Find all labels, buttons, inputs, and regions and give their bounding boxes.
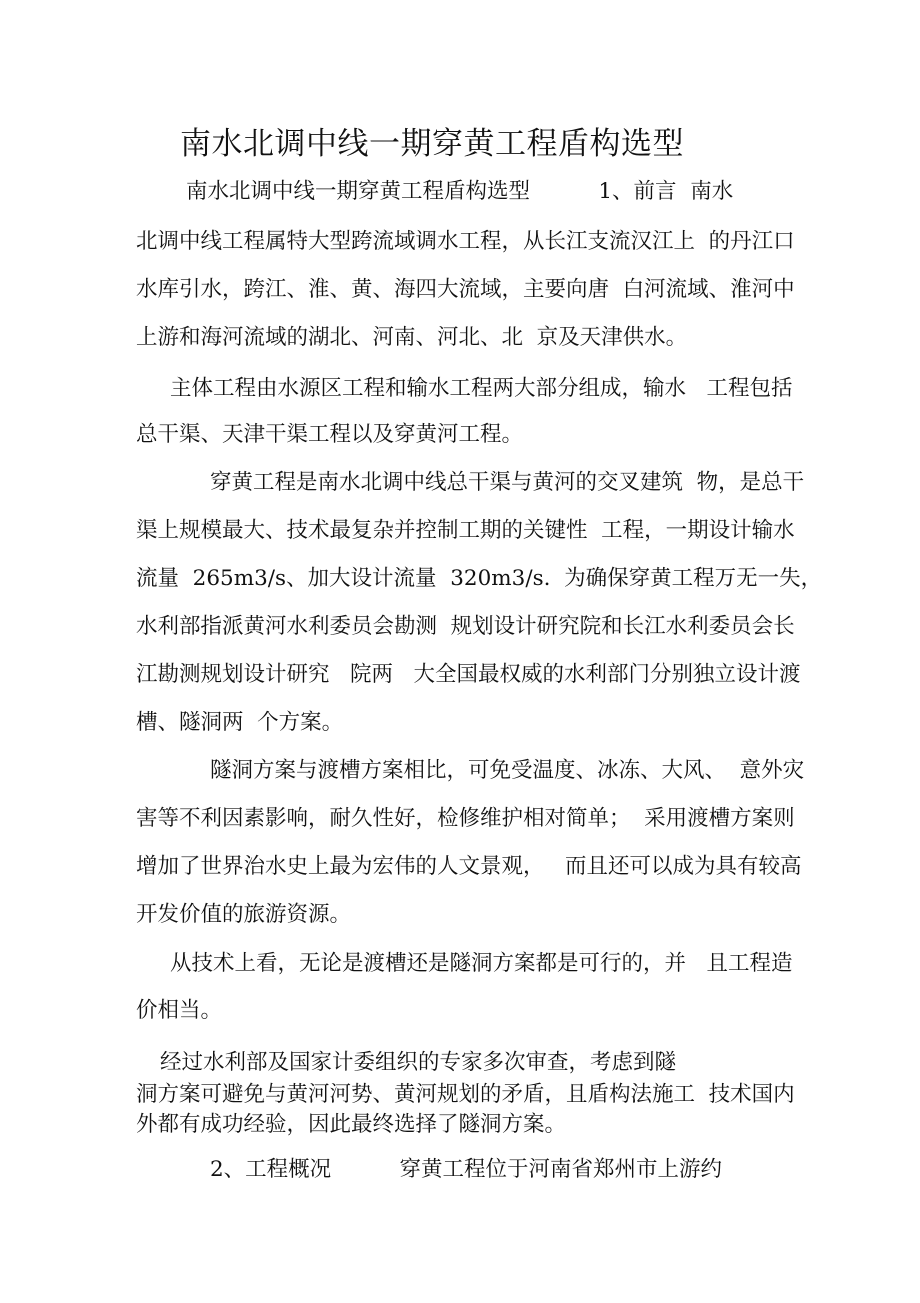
text-line: 外都有成功经验，因此最终选择了隧洞方案。 (136, 1112, 567, 1137)
text-line: 总干渠、天津干渠工程以及穿黄河工程。 (136, 422, 524, 447)
text-line: 害等不利因素影响，耐久性好，检修维护相对简单； 采用渡槽方案则 (136, 806, 795, 831)
document-title: 南水北调中线一期穿黄工程盾构选型 (180, 126, 684, 162)
text-line: 水库引水，跨江、淮、黄、海四大流域，主要向唐 白河流域、淮河中 (136, 277, 795, 302)
text-line: 增加了世界治水史上最为宏伟的人文景观， 而且还可以成为具有较高 (136, 854, 802, 879)
text-line: 渠上规模最大、技术最复杂并控制工期的关键性 工程，一期设计输水 (136, 518, 795, 543)
text-line: 江勘测规划设计研究 院两 大全国最权威的水利部门分别独立设计渡 (136, 662, 801, 687)
text-line: 洞方案可避免与黄河河势、黄河规划的矛盾，且盾构法施工 技术国内 (136, 1082, 795, 1107)
text-line: 南水北调中线一期穿黄工程盾构选型 1、前言 南水 (186, 179, 734, 204)
text-line: 北调中线工程属特大型跨流域调水工程，从长江支流汉江上 的丹江口 (136, 229, 795, 254)
text-line: 从技术上看，无论是渡槽还是隧洞方案都是可行的，并 且工程造 (170, 951, 793, 976)
text-line: 水利部指派黄河水利委员会勘测 规划设计研究院和长江水利委员会长 (136, 614, 795, 639)
text-line: 开发价值的旅游资源。 (136, 902, 352, 927)
text-line: 槽、隧洞两 个方案。 (136, 710, 344, 735)
text-line: 上游和海河流域的湖北、河南、河北、北 京及天津供水。 (136, 325, 688, 350)
text-line: 主体工程由水源区工程和输水工程两大部分组成，输水 工程包括 (170, 376, 793, 401)
text-line: 流量 265m3/s、加大设计流量 320m3/s. 为确保穿黄工程万无一失， (136, 566, 823, 591)
text-line: 穿黄工程是南水北调中线总干渠与黄河的交叉建筑 物，是总干 (210, 470, 805, 495)
text-line: 隧洞方案与渡槽方案相比，可免受温度、冰冻、大风、 意外灾 (210, 758, 805, 783)
text-line: 经过水利部及国家计委组织的专家多次审查，考虑到隧 (160, 1050, 677, 1075)
text-line: 2、工程概况 穿黄工程位于河南省郑州市上游约 (210, 1157, 723, 1182)
text-line: 价相当。 (136, 998, 223, 1023)
